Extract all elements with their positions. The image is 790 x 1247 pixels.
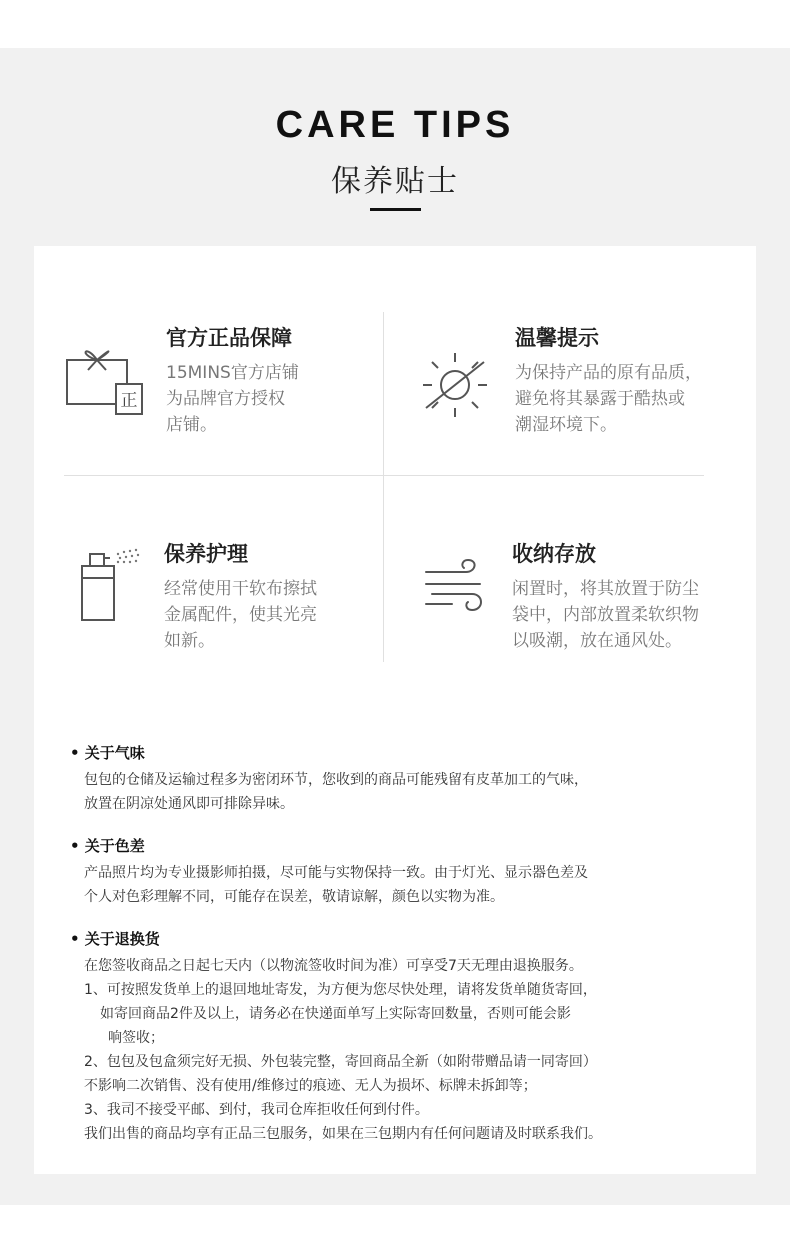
badge-zheng: 正 xyxy=(120,391,138,411)
note-line: 包包的仓储及运输过程多为密闭环节，您收到的商品可能残留有皮革加工的气味， xyxy=(84,772,588,788)
grid-vertical-divider xyxy=(383,312,384,662)
tip-title: 收纳存放 xyxy=(512,542,596,566)
title-underline xyxy=(370,208,421,211)
tip-desc: 经常使用干软布擦拭 金属配件，使其光亮 如新。 xyxy=(164,579,317,651)
tip-title: 官方正品保障 xyxy=(166,326,292,350)
wind-icon xyxy=(422,558,488,618)
title-english: CARE TIPS xyxy=(275,104,515,146)
care-tips-card xyxy=(34,246,756,1174)
gift-bag-icon xyxy=(64,342,148,424)
note-odor xyxy=(70,742,730,816)
note-color-difference xyxy=(70,835,730,909)
tip-desc: 为保持产品的原有品质， 避免将其暴露于酷热或 潮湿环境下。 xyxy=(515,363,702,435)
tip-storage xyxy=(512,538,699,654)
note-line: 不影响二次销售、没有使用/维修过的痕迹、无人为损坏、标牌未拆卸等； xyxy=(84,1078,537,1094)
grid-horizontal-divider xyxy=(64,475,704,476)
tip-official-authentic xyxy=(166,322,299,438)
note-line: 我们出售的商品均享有正品三包服务，如果在三包期内有任何问题请及时联系我们。 xyxy=(84,1126,602,1142)
note-line: 2、包包及包盒须完好无损、外包装完整，寄回商品全新（如附带赠品请一同寄回） xyxy=(84,1054,597,1070)
tip-care-maintenance xyxy=(164,538,317,654)
note-heading: • 关于气味 xyxy=(70,744,145,762)
note-line: 3、我司不接受平邮、到付，我司仓库拒收任何到付件。 xyxy=(84,1102,429,1118)
spray-bottle-icon xyxy=(78,548,144,624)
note-line: 响签收； xyxy=(108,1030,164,1046)
note-line: 1、可按照发货单上的退回地址寄发，为方便为您尽快处理，请将发货单随货寄回， xyxy=(84,982,597,998)
title-chinese: 保养贴士 xyxy=(331,164,459,199)
note-line: 在您签收商品之日起七天内（以物流签收时间为准）可享受7天无理由退换服务。 xyxy=(84,958,583,974)
note-line: 放置在阴凉处通风即可排除异味。 xyxy=(84,796,294,812)
tip-title: 温馨提示 xyxy=(515,326,599,350)
tip-warm-reminder xyxy=(515,322,702,438)
tip-desc: 15MINS官方店铺 为品牌官方授权 店铺。 xyxy=(166,363,299,435)
tip-desc: 闲置时，将其放置于防尘 袋中，内部放置柔软织物 以吸潮，放在通风处。 xyxy=(512,579,699,651)
note-line: 产品照片均为专业摄影师拍摄，尽可能与实物保持一致。由于灯光、显示器色差及 xyxy=(84,865,588,881)
note-heading: • 关于色差 xyxy=(70,837,145,855)
note-line: 如寄回商品2件及以上，请务必在快递面单写上实际寄回数量，否则可能会影 xyxy=(100,1006,571,1022)
sun-crossed-icon xyxy=(420,350,490,420)
note-heading: • 关于退换货 xyxy=(70,930,160,948)
note-returns xyxy=(70,928,730,1146)
tip-title: 保养护理 xyxy=(164,542,248,566)
note-line: 个人对色彩理解不同，可能存在误差，敬请谅解，颜色以实物为准。 xyxy=(84,889,504,905)
